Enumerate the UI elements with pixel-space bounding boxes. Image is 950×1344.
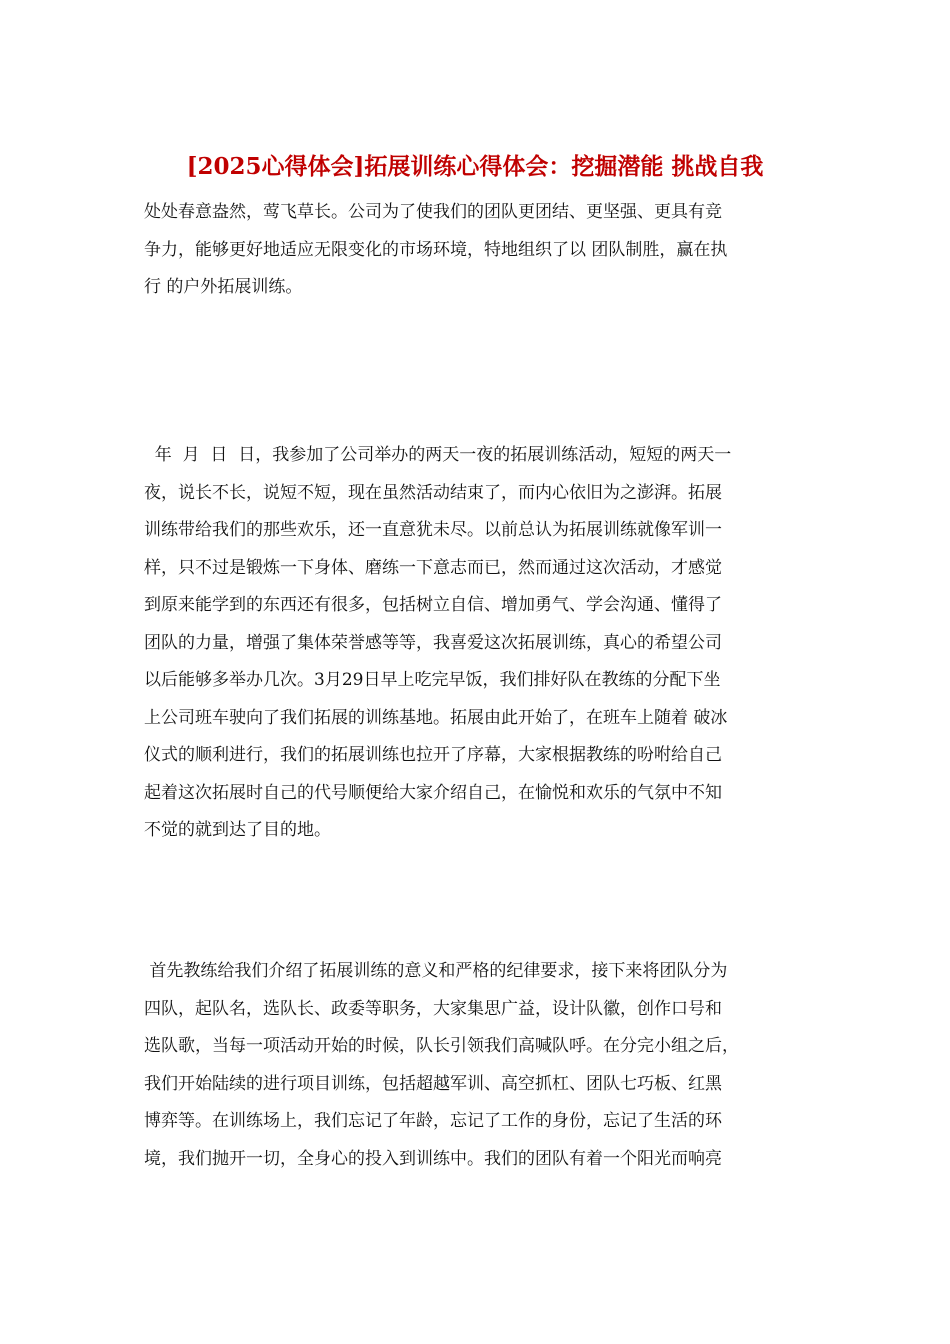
paragraph-line: 夜，说长不长，说短不短，现在虽然活动结束了，而内心依旧为之澎湃。拓展 <box>144 482 722 503</box>
paragraph-line: 起着这次拓展时自己的代号顺便给大家介绍自己，在愉悦和欢乐的气氛中不知 <box>144 782 722 803</box>
paragraph-line: 上公司班车驶向了我们拓展的训练基地。拓展由此开始了，在班车上随着 破冰 <box>144 707 728 728</box>
paragraph-line: 到原来能学到的东西还有很多，包括树立自信、增加勇气、学会沟通、懂得了 <box>144 595 722 615</box>
document-title: [2025心得体会]拓展训练心得体会：挖掘潜能 挑战自我 <box>186 153 764 180</box>
paragraph-line: 我们开始陆续的进行项目训练，包括超越军训、高空抓杠、团队七巧板、红黑 <box>144 1073 722 1094</box>
paragraph-line: 行 的户外拓展训练。 <box>144 277 303 297</box>
paragraph-3 <box>144 953 808 1178</box>
paragraph-line: 争力，能够更好地适应无限变化的市场环境，特地组织了以 团队制胜，赢在执 <box>144 239 728 260</box>
paragraph-2 <box>144 437 808 850</box>
paragraph-line: 训练带给我们的那些欢乐，还一直意犹未尽。以前总认为拓展训练就像军训一 <box>144 520 722 540</box>
paragraph-line: 团队的力量，增强了集体荣誉感等等，我喜爱这次拓展训练，真心的希望公司 <box>144 632 722 653</box>
paragraph-line: 不觉的就到达了目的地。 <box>144 820 331 840</box>
paragraph-line: 选队歌，当每一项活动开始的时候，队长引领我们高喊队呼。在分完小组之后， <box>144 1036 739 1056</box>
paragraph-line: 博弈等。在训练场上，我们忘记了年龄，忘记了工作的身份，忘记了生活的环 <box>144 1111 722 1131</box>
paragraph-line: 样，只不过是锻炼一下身体、磨练一下意志而已，然而通过这次活动，才感觉 <box>144 557 722 578</box>
paragraph-line: 处处春意盎然，莺飞草长。公司为了使我们的团队更团结、更坚强、更具有竞 <box>144 202 722 222</box>
paragraph-line: 首先教练给我们介绍了拓展训练的意义和严格的纪律要求，接下来将团队分为 <box>144 961 728 981</box>
paragraph-line: 年 月 日 日，我参加了公司举办的两天一夜的拓展训练活动，短短的两天一 <box>144 445 732 465</box>
paragraph-line: 仪式的顺利进行，我们的拓展训练也拉开了序幕，大家根据教练的吩咐给自己 <box>144 745 722 765</box>
paragraph-line: 境，我们抛开一切，全身心的投入到训练中。我们的团队有着一个阳光而响亮 <box>144 1148 722 1169</box>
paragraph-1 <box>144 194 808 307</box>
paragraph-line: 四队，起队名，选队长、政委等职务，大家集思广益，设计队徽，创作口号和 <box>144 998 722 1019</box>
paragraph-line: 以后能够多举办几次。3月29日早上吃完早饭，我们排好队在教练的分配下坐 <box>144 670 721 690</box>
